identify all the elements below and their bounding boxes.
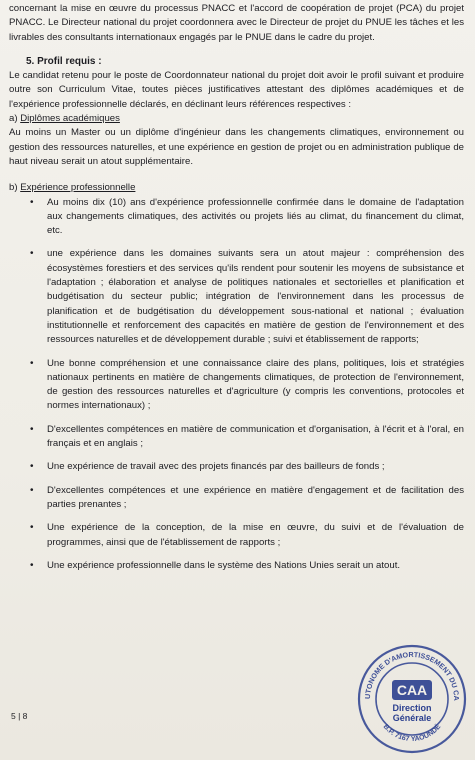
stamp-label-line2: Générale [392,713,432,723]
section-title: 5. Profil requis : [26,55,102,67]
experience-letter: b) [9,182,18,194]
svg-text:B.P. 7167 YAOUNDÉ [382,722,443,743]
stamp-seal-icon [356,643,468,755]
stamp-bottom-text: B.P. 7167 YAOUNDÉ [381,723,443,744]
experience-heading [9,181,464,195]
intro-paragraph: concernant la mise en œuvre du processus PNACC et l'accord de coopération de projet (PCA) du projet PNACC. Le Directeur national du projet coordonnera avec le Directeur de projet du PNUE les tâches et les livrables des consultants internationaux engagés par le PNUE dans le cadre du projet. [9,3,464,43]
page-number: 5 | 8 [11,711,28,721]
list-item: • une expérience dans les domaines suivants sera un atout majeur : compréhension des écosystèmes forestiers et des services qu'ils rendent pour soutenir les moyens de subsistance et l'adaptation ; élaboration et analyse de politiques nationales et sectorielles et planification et budgétisation du secteur public; intégration de l'environnement dans les processus de planification et de budgétisation du développement sous-national et national ; évaluation institutionnelle et renforcement des capacités en matière de gestion de l'environnement et des ressources naturelles et de développement durable ; suivi et établissement de rapports; [9,247,464,347]
official-stamp [356,643,468,755]
list-item: • Au moins dix (10) ans d'expérience professionnelle confirmée dans le domaine de l'adaptation aux changements climatiques, des activités ou projets liés au climat, du financement du climat, etc. [9,196,464,239]
experience-block [9,181,464,573]
experience-list [9,196,464,574]
stamp-ring-text: UTONOME D'AMORTISSEMENT DU CA [362,649,462,701]
diplomes-heading [9,112,464,126]
document-content [9,2,464,585]
stamp-label-line1: Direction [392,703,432,713]
list-item: • Une expérience professionnelle dans le système des Nations Unies serait un atout. [9,559,464,573]
section-body: Le candidat retenu pour le poste de Coordonnateur national du projet doit avoir le profil suivant et produire outre son Curriculum Vitae, toutes pièces justificatives attestant des diplômes académiques et de l'expérience professionnelle déclarés, en déclinant leurs références respectives : [9,70,464,110]
list-item: • Une bonne compréhension et une connaissance claire des plans, politiques, lois et stratégies nationaux pertinents en matière de changements climatiques, de protection de l'environnement, de gestion des ressources naturelles et d'agriculture (y compris les conventions, protocoles et normes internationaux) ; [9,357,464,414]
list-item: • Une expérience de la conception, de la mise en œuvre, du suivi et de l'évaluation de programmes, ainsi que de l'établissement de rapports ; [9,521,464,550]
list-item: • D'excellentes compétences et une expérience en matière d'engagement et de facilitation des parties prenantes ; [9,484,464,513]
diplomes-title: Diplômes académiques [20,113,120,125]
diplomes-letter: a) [9,113,18,125]
list-item: • D'excellentes compétences en matière de communication et d'organisation, à l'écrit et à l'oral, en français et en anglais ; [9,423,464,452]
experience-title: Expérience professionnelle [20,182,136,194]
diplomes-text: Au moins un Master ou un diplôme d'ingénieur dans les changements climatiques, environnement ou gestion des ressources naturelles, et une expérience en gestion de projet ou en administration publique de haut niveau serait un atout supplémentaire. [9,127,464,167]
diplomes-block [9,112,464,169]
list-item: • Une expérience de travail avec des projets financés par des bailleurs de fonds ; [9,460,464,474]
stamp-logo: CAA [396,682,428,698]
